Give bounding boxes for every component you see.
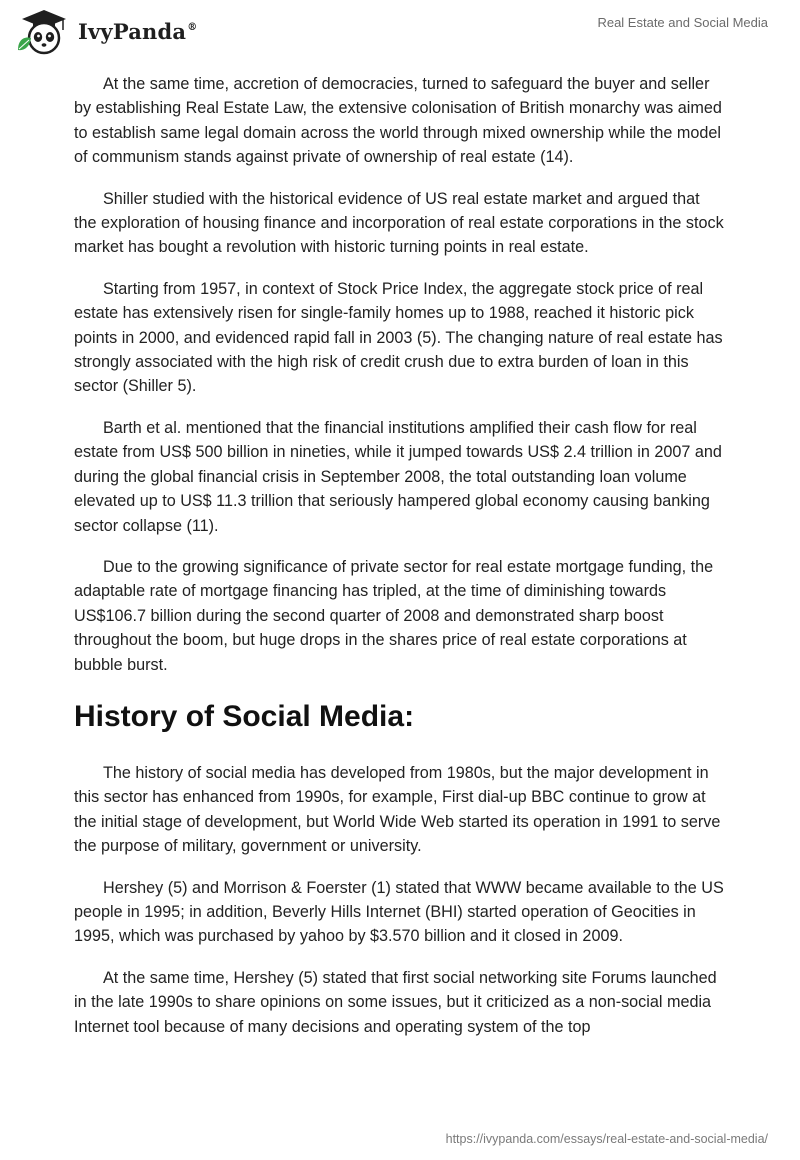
paragraph: The history of social media has developed from 1980s, but the major development in this sector has enhanced from 1990s, for example, First dial-up BBC continue to grow at the initial stage of development, but World Wide Web started its operation in 1991 to serve the purpose of military, government or university. bbox=[74, 763, 721, 856]
section-heading: History of Social Media: bbox=[74, 699, 415, 733]
paragraph: Starting from 1957, in context of Stock Price Index, the aggregate stock price of real estate has extensively risen for single-family homes up to 1988, reached it historic pick points in 2000, and evidenced rapid fall in 2003 (5). The changing nature of real estate has strongly associated with the high risk of credit crush due to extra burden of loan in this sector (Shiller 5). bbox=[74, 279, 723, 396]
page-header bbox=[0, 0, 800, 64]
registered-mark: ® bbox=[187, 21, 198, 33]
brand-name-text: IvyPanda bbox=[78, 18, 187, 44]
paragraph: Shiller studied with the historical evidence of US real estate market and argued that the exploration of housing finance and incorporation of real estate corporations in the stock market has bought a revolution with historic turning points in real estate. bbox=[74, 189, 724, 257]
paragraph: Due to the growing significance of private sector for real estate mortgage funding, the adaptable rate of mortgage financing has tripled, at the time of diminishing towards US$106.7 billion during the second quarter of 2008 and demonstrated sharp boost throughout the boom, but huge drops in the shares price of real estate corporations at bubble burst. bbox=[74, 557, 714, 674]
essay-body bbox=[74, 72, 726, 1056]
paragraph: Hershey (5) and Morrison & Foerster (1) stated that WWW became available to the US people in 1995; in addition, Beverly Hills Internet (BHI) started operation of Geocities in 1995, which was purchased by yahoo by $3.570 billion and it closed in 2009. bbox=[74, 878, 724, 946]
paragraph: At the same time, Hershey (5) stated that first social networking site Forums launched in the late 1990s to share opinions on some issues, but it criticized as a non-social media Internet tool because of many decisions and operating system of the top bbox=[74, 968, 717, 1036]
paragraph: Barth et al. mentioned that the financial institutions amplified their cash flow for real estate from US$ 500 billion in nineties, while it jumped towards US$ 2.4 trillion in 2007 and during the global financial crisis in September 2008, the total outstanding loan volume elevated up to US$ 11.3 trillion that seriously hampered global economy causing banking sector collapse (11). bbox=[74, 418, 722, 535]
source-url-link[interactable]: https://ivypanda.com/essays/real-estate-and-social-media/ bbox=[445, 1132, 768, 1146]
ivypanda-logo[interactable] bbox=[14, 6, 197, 56]
paragraph: At the same time, accretion of democracies, turned to safeguard the buyer and seller by establishing Real Estate Law, the extensive colonisation of British monarchy was aimed to establish same legal domain across the world through mixed ownership while the model of communism stands against private of ownership of real estate (14). bbox=[74, 75, 722, 167]
panda-graduate-icon bbox=[14, 6, 72, 56]
running-title: Real Estate and Social Media bbox=[597, 15, 768, 30]
brand-name bbox=[78, 19, 197, 44]
